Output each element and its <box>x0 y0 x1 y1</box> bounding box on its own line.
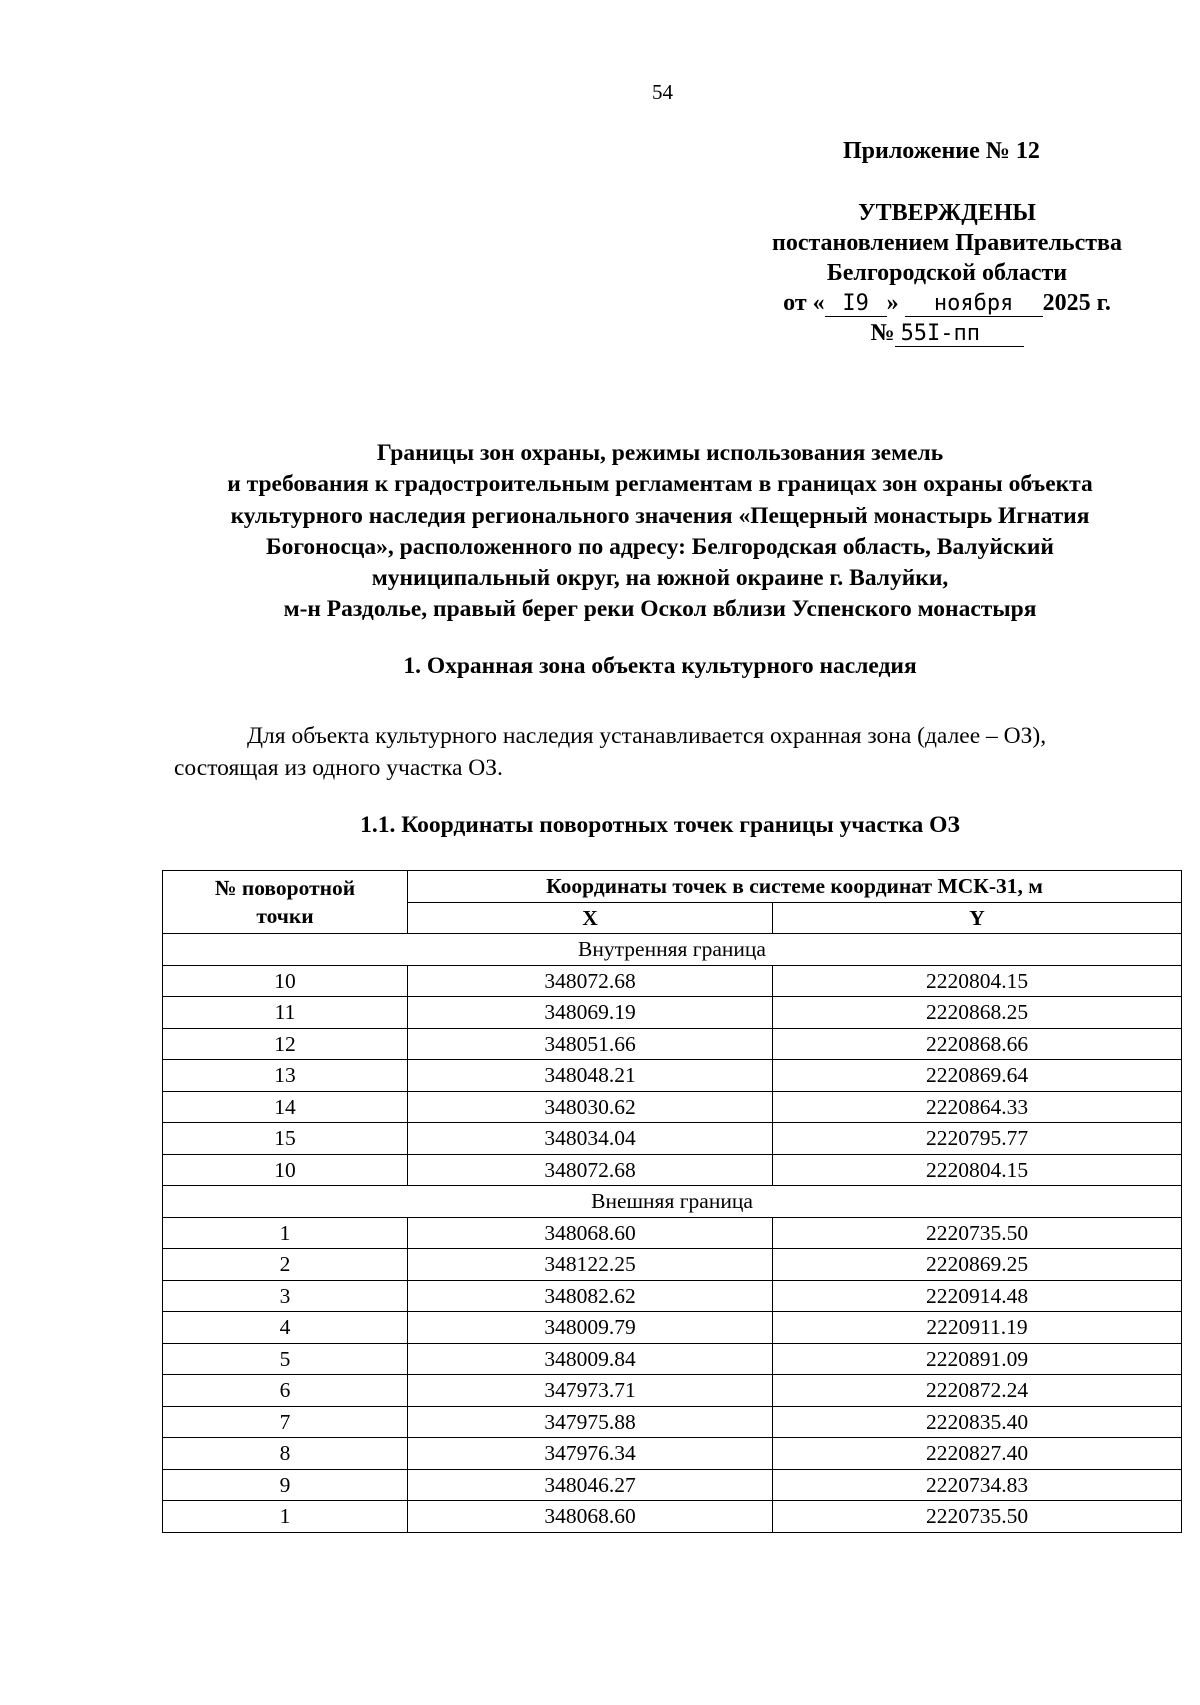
header-point-number-line-2: точки <box>256 904 314 928</box>
y-coordinate-cell: 2220864.33 <box>773 1091 1182 1123</box>
point-number-cell: 7 <box>163 1406 408 1438</box>
title-line: муниципальный округ, на южной окраине г. Валуйки, <box>371 565 949 592</box>
x-coordinate-cell: 348048.21 <box>408 1060 773 1092</box>
section-1-paragraph <box>174 720 1174 784</box>
point-number-cell: 13 <box>163 1060 408 1092</box>
y-coordinate-cell: 2220804.15 <box>773 1154 1182 1186</box>
x-coordinate-cell: 348068.60 <box>408 1501 773 1533</box>
y-coordinate-cell: 2220869.25 <box>773 1249 1182 1281</box>
header-point-number-line-1: № поворотной <box>214 876 356 900</box>
date-mid: » <box>886 290 899 316</box>
header-point-number <box>163 871 408 934</box>
group-row <box>163 934 1182 966</box>
title-line: Богоносца», расположенного по адресу: Белгородская область, Валуйский <box>266 533 1054 560</box>
table-row <box>163 1028 1182 1060</box>
table-row <box>163 1060 1182 1092</box>
y-coordinate-cell: 2220891.09 <box>773 1343 1182 1375</box>
coordinates-table <box>162 870 1182 1533</box>
table-row <box>163 1154 1182 1186</box>
approval-number <box>752 318 1142 348</box>
group-label: Внутренняя граница <box>163 934 1182 966</box>
x-coordinate-cell: 347973.71 <box>408 1375 773 1407</box>
x-coordinate-cell: 348068.60 <box>408 1217 773 1249</box>
point-number-cell: 12 <box>163 1028 408 1060</box>
point-number-cell: 10 <box>163 965 408 997</box>
x-coordinate-cell: 347975.88 <box>408 1406 773 1438</box>
table-row <box>163 1312 1182 1344</box>
subsection-heading: 1.1. Координаты поворотных точек границы участка ОЗ <box>360 812 960 838</box>
approval-heading: УТВЕРЖДЕНЫ <box>858 200 1036 226</box>
point-number-cell: 9 <box>163 1469 408 1501</box>
table-row <box>163 1123 1182 1155</box>
title-line: Границы зон охраны, режимы использования земель <box>376 440 944 466</box>
date-year: 2025 г. <box>1042 290 1111 316</box>
paragraph-line-1: Для объекта культурного наследия устанавливается охранная зона (далее – ОЗ), <box>247 723 1047 749</box>
approval-date <box>752 288 1142 318</box>
x-coordinate-cell: 348051.66 <box>408 1028 773 1060</box>
group-row <box>163 1186 1182 1218</box>
date-day: I9 <box>825 292 887 317</box>
table-row <box>163 1469 1182 1501</box>
y-coordinate-cell: 2220914.48 <box>773 1280 1182 1312</box>
point-number-cell: 3 <box>163 1280 408 1312</box>
table-row <box>163 1438 1182 1470</box>
x-coordinate-cell: 348009.79 <box>408 1312 773 1344</box>
appendix-label: Приложение № 12 <box>843 138 1040 164</box>
y-coordinate-cell: 2220795.77 <box>773 1123 1182 1155</box>
approval-line-2: Белгородской области <box>826 260 1068 286</box>
x-coordinate-cell: 348030.62 <box>408 1091 773 1123</box>
title-line: м-н Раздолье, правый берег реки Оскол вблизи Успенского монастыря <box>283 596 1037 623</box>
point-number-cell: 6 <box>163 1375 408 1407</box>
date-month: ноября <box>905 292 1043 317</box>
y-coordinate-cell: 2220734.83 <box>773 1469 1182 1501</box>
y-coordinate-cell: 2220735.50 <box>773 1501 1182 1533</box>
y-coordinate-cell: 2220735.50 <box>773 1217 1182 1249</box>
point-number-cell: 1 <box>163 1501 408 1533</box>
x-coordinate-cell: 348122.25 <box>408 1249 773 1281</box>
table-row <box>163 1501 1182 1533</box>
y-coordinate-cell: 2220872.24 <box>773 1375 1182 1407</box>
page-number: 54 <box>652 80 673 104</box>
x-coordinate-cell: 348034.04 <box>408 1123 773 1155</box>
y-coordinate-cell: 2220827.40 <box>773 1438 1182 1470</box>
x-coordinate-cell: 348009.84 <box>408 1343 773 1375</box>
document-title <box>160 438 1160 626</box>
header-y: Y <box>773 902 1182 934</box>
table-row <box>163 1406 1182 1438</box>
table-row <box>163 965 1182 997</box>
y-coordinate-cell: 2220804.15 <box>773 965 1182 997</box>
point-number-cell: 8 <box>163 1438 408 1470</box>
y-coordinate-cell: 2220869.64 <box>773 1060 1182 1092</box>
x-coordinate-cell: 347976.34 <box>408 1438 773 1470</box>
y-coordinate-cell: 2220868.25 <box>773 997 1182 1029</box>
table-row <box>163 1217 1182 1249</box>
point-number-cell: 15 <box>163 1123 408 1155</box>
point-number-cell: 4 <box>163 1312 408 1344</box>
x-coordinate-cell: 348082.62 <box>408 1280 773 1312</box>
section-1-heading: 1. Охранная зона объекта культурного наследия <box>403 653 917 679</box>
y-coordinate-cell: 2220868.66 <box>773 1028 1182 1060</box>
x-coordinate-cell: 348069.19 <box>408 997 773 1029</box>
approval-line-1: постановлением Правительства <box>771 230 1122 256</box>
point-number-cell: 11 <box>163 997 408 1029</box>
point-number-cell: 5 <box>163 1343 408 1375</box>
title-line: и требования к градостроительным регламентам в границах зон охраны объекта <box>227 471 1093 498</box>
table-row <box>163 1280 1182 1312</box>
y-coordinate-cell: 2220911.19 <box>773 1312 1182 1344</box>
resolution-number: 55I-пп <box>895 322 1024 347</box>
table-row <box>163 1249 1182 1281</box>
x-coordinate-cell: 348072.68 <box>408 965 773 997</box>
point-number-cell: 10 <box>163 1154 408 1186</box>
table-row <box>163 1091 1182 1123</box>
header-coordinates: Координаты точек в системе координат МСК-31, м <box>408 871 1182 903</box>
table-row <box>163 1375 1182 1407</box>
table-row <box>163 997 1182 1029</box>
y-coordinate-cell: 2220835.40 <box>773 1406 1182 1438</box>
number-prefix: № <box>870 320 895 346</box>
title-line: культурного наследия регионального значения «Пещерный монастырь Игнатия <box>230 502 1090 529</box>
point-number-cell: 2 <box>163 1249 408 1281</box>
paragraph-line-2: состоящая из одного участка ОЗ. <box>174 755 503 781</box>
approval-block <box>752 198 1142 348</box>
date-prefix: от « <box>783 290 825 316</box>
point-number-cell: 14 <box>163 1091 408 1123</box>
group-label: Внешняя граница <box>163 1186 1182 1218</box>
point-number-cell: 1 <box>163 1217 408 1249</box>
header-x: X <box>408 902 773 934</box>
table-row <box>163 1343 1182 1375</box>
x-coordinate-cell: 348072.68 <box>408 1154 773 1186</box>
x-coordinate-cell: 348046.27 <box>408 1469 773 1501</box>
